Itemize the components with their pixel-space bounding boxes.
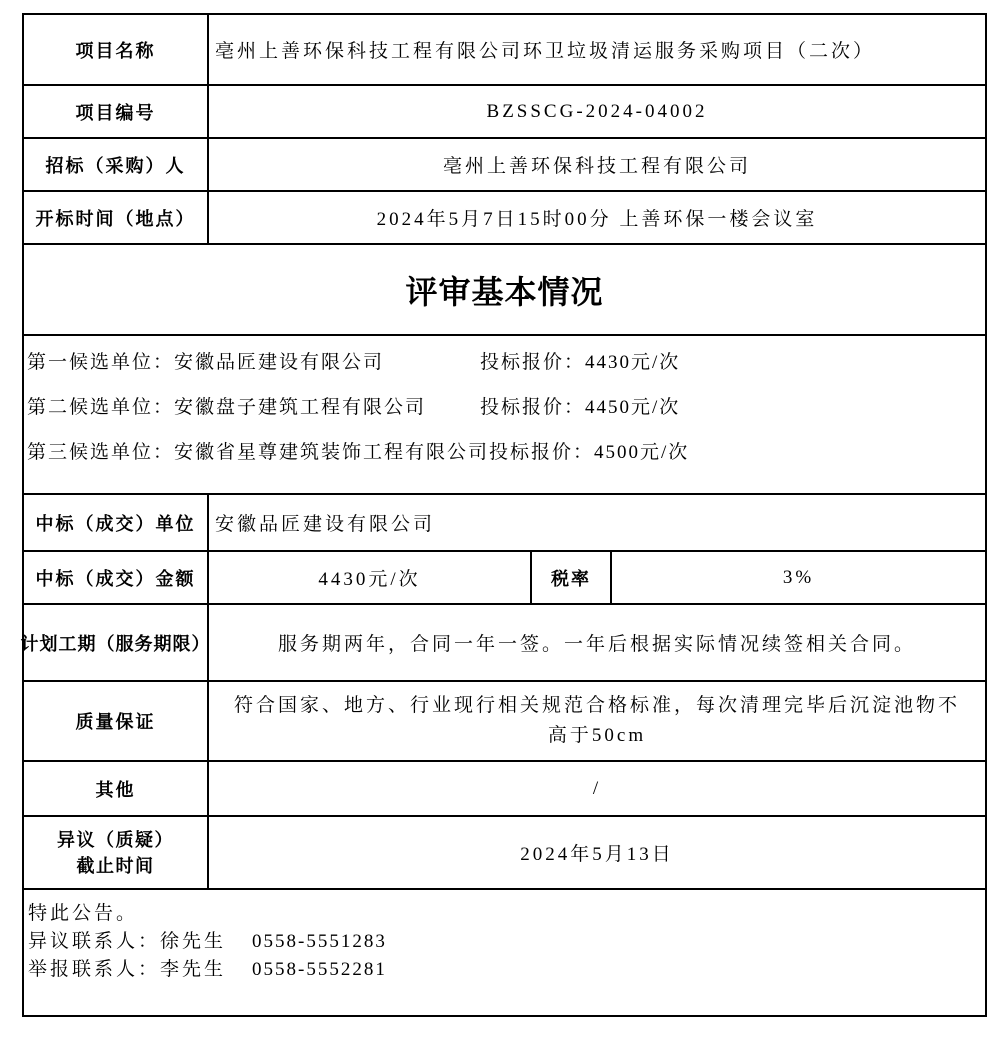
row-candidates bbox=[24, 336, 985, 495]
row-objection-deadline bbox=[24, 817, 985, 890]
row-project-name bbox=[24, 15, 985, 86]
project-number-label: 项目编号 bbox=[24, 86, 209, 137]
bid-opening-value: 2024年5月7日15时00分 上善环保一楼会议室 bbox=[376, 209, 818, 230]
objection-phone: 0558-5551283 bbox=[252, 931, 387, 952]
service-period-value: 服务期两年，合同一年一签。一年后根据实际情况续签相关合同。 bbox=[277, 634, 916, 655]
project-number-value: BZSSCG-2024-04002 bbox=[486, 100, 708, 122]
candidate-1-unit: 第一候选单位：安徽品匠建设有限公司 bbox=[27, 352, 385, 373]
tax-rate-label: 税率 bbox=[532, 552, 612, 603]
amount-label: 中标（成交）金额 bbox=[24, 552, 209, 603]
row-purchaser bbox=[24, 139, 985, 192]
row-service-period bbox=[20, 605, 985, 682]
review-title: 评审基本情况 bbox=[405, 273, 604, 310]
footer-notice: 特此公告。 bbox=[28, 903, 139, 924]
report-contact: 举报联系人：李先生 bbox=[28, 959, 227, 980]
objection-deadline-label-line-1: 异议（质疑） bbox=[57, 829, 174, 850]
bid-result-table bbox=[22, 13, 987, 1017]
row-amount bbox=[24, 552, 985, 605]
footer-objection-contact-line bbox=[28, 928, 985, 956]
amount-value: 4430元/次 bbox=[209, 552, 532, 603]
candidate-line-2 bbox=[27, 383, 985, 428]
objection-deadline-value: 2024年5月13日 bbox=[520, 844, 674, 865]
candidate-line-1 bbox=[27, 338, 985, 383]
row-review-title bbox=[24, 245, 985, 336]
bid-opening-label: 开标时间（地点） bbox=[24, 192, 209, 243]
candidate-2-unit: 第二候选单位：安徽盘子建筑工程有限公司 bbox=[27, 397, 427, 418]
quality-label: 质量保证 bbox=[24, 682, 209, 760]
winner-value: 安徽品匠建设有限公司 bbox=[215, 514, 436, 535]
candidate-line-3 bbox=[27, 428, 985, 473]
project-name-value: 亳州上善环保科技工程有限公司环卫垃圾清运服务采购项目（二次） bbox=[215, 41, 876, 62]
candidate-1-bid: 投标报价：4430元/次 bbox=[480, 352, 681, 373]
project-name-label: 项目名称 bbox=[24, 15, 209, 84]
quality-value bbox=[209, 682, 985, 760]
report-phone: 0558-5552281 bbox=[252, 959, 387, 980]
objection-deadline-label bbox=[24, 817, 209, 888]
row-project-number bbox=[24, 86, 985, 139]
footer-report-contact-line bbox=[28, 956, 985, 984]
other-value: / bbox=[592, 777, 602, 799]
quality-value-line-2: 高于50cm bbox=[547, 725, 647, 746]
tax-rate-value: 3% bbox=[782, 566, 815, 588]
purchaser-value: 亳州上善环保科技工程有限公司 bbox=[442, 156, 751, 177]
candidate-3-unit: 第三候选单位：安徽省星尊建筑装饰工程有限公司 bbox=[27, 442, 490, 463]
row-winner bbox=[24, 495, 985, 552]
purchaser-label: 招标（采购）人 bbox=[24, 139, 209, 190]
objection-deadline-label-line-2: 截止时间 bbox=[76, 855, 155, 876]
service-period-label: 计划工期（服务期限） bbox=[24, 605, 209, 680]
quality-value-line-1: 符合国家、地方、行业现行相关规范合格标准，每次清理完毕后沉淀池物不 bbox=[233, 695, 960, 716]
other-label: 其他 bbox=[24, 762, 209, 815]
candidate-2-bid: 投标报价：4450元/次 bbox=[480, 397, 681, 418]
objection-contact: 异议联系人：徐先生 bbox=[28, 931, 227, 952]
row-footer bbox=[24, 890, 985, 1015]
row-other bbox=[24, 762, 985, 817]
row-bid-opening bbox=[24, 192, 985, 245]
row-quality bbox=[24, 682, 985, 762]
winner-label: 中标（成交）单位 bbox=[24, 495, 209, 550]
candidate-3-bid: 投标报价：4500元/次 bbox=[489, 442, 690, 463]
